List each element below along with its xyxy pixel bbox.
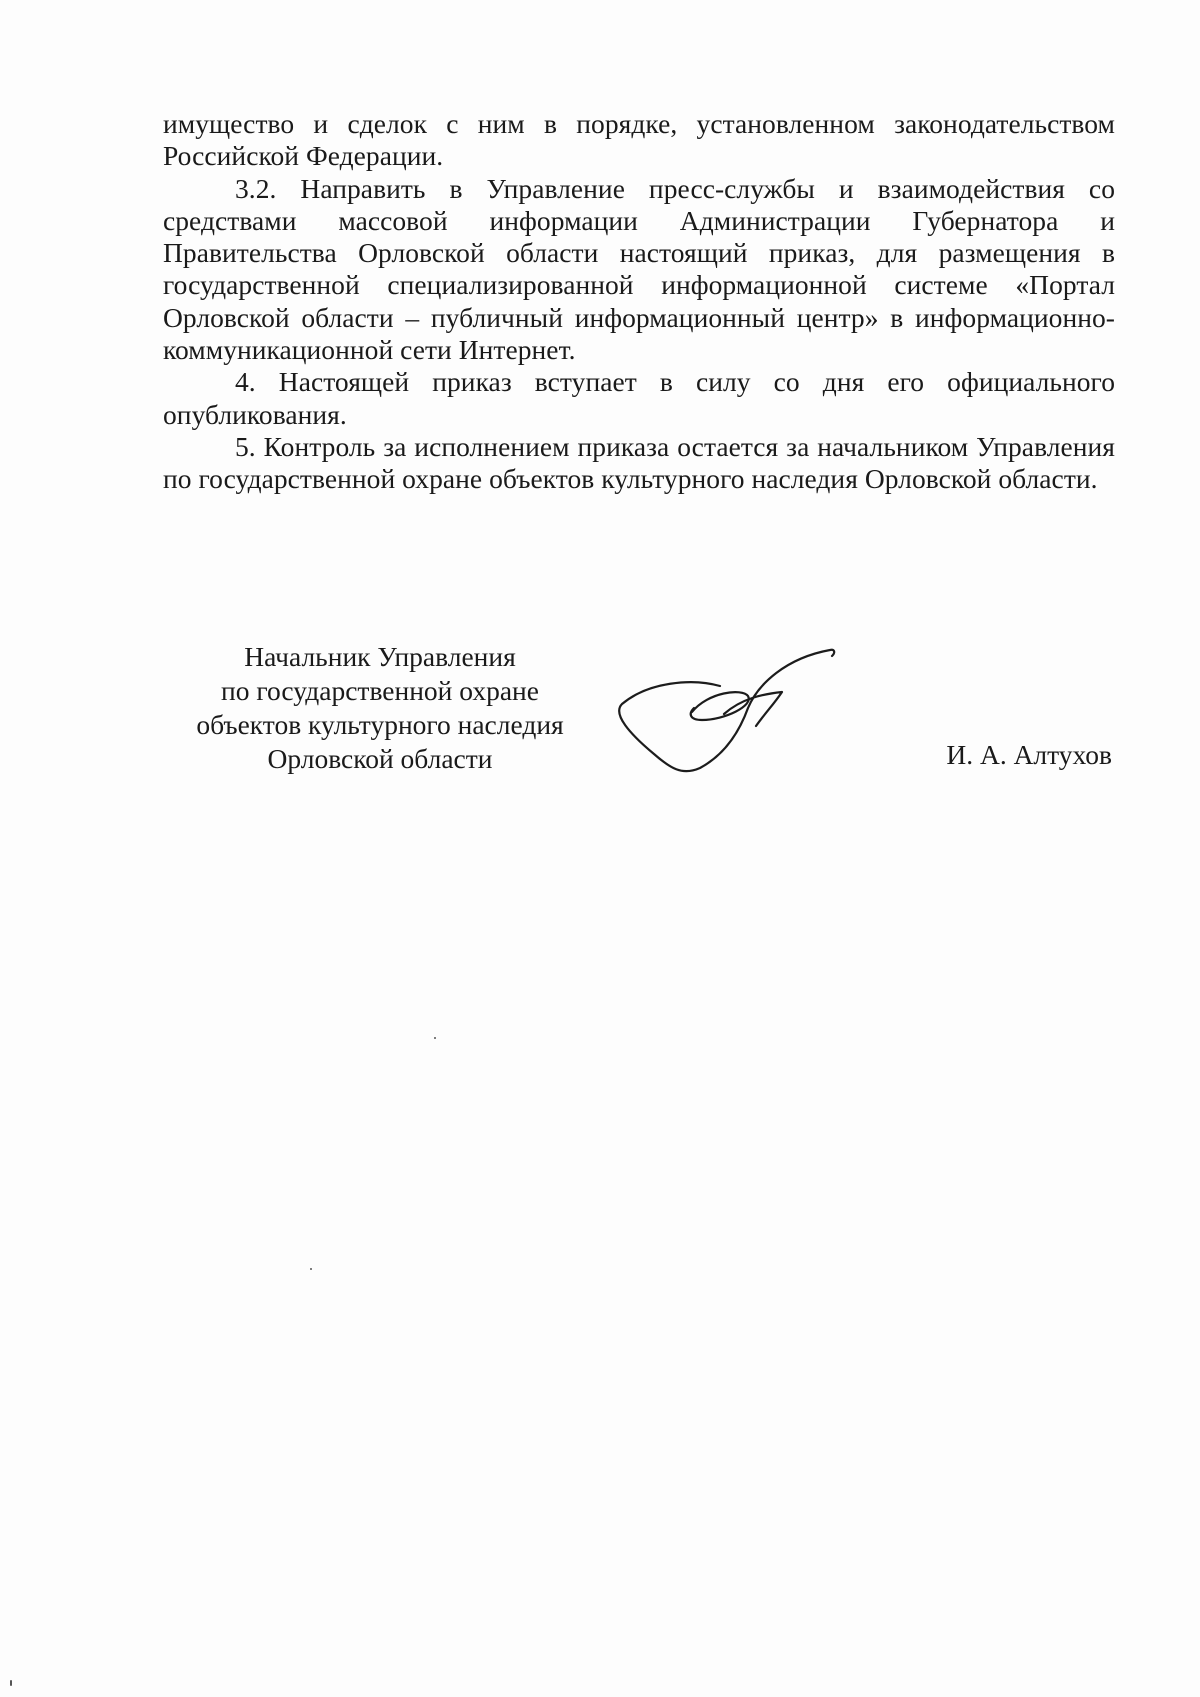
paragraph-continuation: имущество и сделок с ним в порядке, установленном законодательством Российской Федерации. [163, 108, 1115, 172]
signer-position [160, 640, 600, 776]
paragraph-5: 5. Контроль за исполнением приказа остается за начальником Управления по государственной охране объектов культурного наследия Орловской области. [163, 430, 1115, 495]
scan-speck [434, 1037, 436, 1039]
scan-speck [10, 1680, 12, 1686]
paragraph-4: 4. Настоящей приказ вступает в силу со дня его официального опубликования. [163, 366, 1115, 430]
document-body [163, 108, 1115, 496]
position-line: объектов культурного наследия [196, 709, 564, 740]
signature-block [160, 640, 1112, 810]
position-line: Начальник Управления [244, 641, 516, 672]
position-line: Орловской области [267, 743, 493, 774]
scan-speck [310, 1268, 312, 1270]
paragraph-3-2: 3.2. Направить в Управление пресс-службы и взаимодействия со средствами массовой информации Администрации Губернатора и Правительства Орловской области настоящий приказ, для размещения в государственной специализированной информационной системе «Портал Орловской области – публичный информационный центр» в информационно-коммуникационной сети Интернет. [163, 172, 1115, 366]
handwritten-signature [608, 634, 838, 784]
position-line: по государственной охране [221, 675, 539, 706]
signer-name: И. А. Алтухов [946, 739, 1112, 770]
